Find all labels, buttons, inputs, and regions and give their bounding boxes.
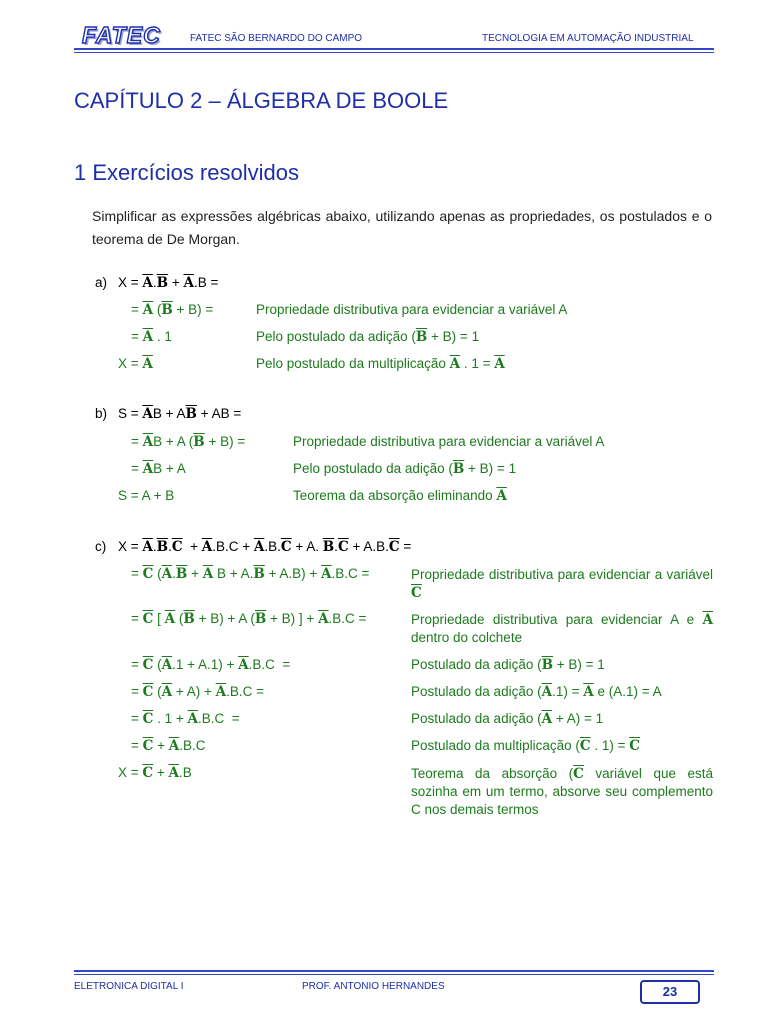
exercise-a-label: a) (95, 275, 108, 290)
exercise-b-step-2-expr: = $\overline{A}B + A$ (131, 461, 186, 477)
exercise-b-step-1-note: Propriedade distributiva para evidenciar a variável A (293, 434, 605, 449)
header-institution: FATEC SÃO BERNARDO DO CAMPO (190, 33, 363, 44)
exercise-c-step-6-expr: = $\overline{C} + \overline{A}.B.C$ (131, 738, 206, 754)
exercise-a-step-1-note: Propriedade distributiva para evidenciar a variável A (256, 302, 568, 317)
exercise-c-step-7-note: Teorema da absorção ($\overline{C}$ variável que está sozinha em um termo, absorve seu complemento C nos demais termos (411, 766, 714, 817)
exercise-a-step-1-expr: = $\overline{A}$ $(\overline{B} + B)$ = (131, 302, 214, 318)
exercise-c-step-5-note: Postulado da adição $(\overline{A} + A) = 1$ (411, 711, 604, 727)
exercise-c-step-1-note: Propriedade distributiva para evidenciar a variável $\overline{C}$ (411, 567, 713, 601)
footer-rule (74, 970, 714, 972)
chapter-title: CAPÍTULO 2 – ÁLGEBRA DE BOOLE (74, 88, 449, 113)
exercise-c-step-7-expr: $X = \overline{C} + \overline{A}.B$ (118, 765, 192, 781)
exercise-b-step-3-expr: S = A + B (118, 488, 175, 503)
exercise-a-step-3-expr: $X = \overline{A}$ (118, 356, 153, 372)
exercise-a-step-3-note: Pelo postulado da multiplicação $\overline{A}$ . $1 = \overline{A}$ (256, 356, 505, 372)
exercise-c-step-3-expr: = $\overline{C}$ $(\overline{A}.1 + A.1) + \overline{A}.B.C$ = (131, 657, 291, 673)
exercise-c-step-1-expr: = $\overline{C}$ ($\overline{A}.\overline{B} + \overline{A}$ $B + A.\overline{B} + A.B) + \overline{A}.B.C$ = (131, 566, 370, 582)
exercise-c-step-6-note: Postulado da multiplicação ($\overline{C}$ . $1) = \overline{C}$ (411, 738, 640, 754)
exercise-a-step-2-expr: = $\overline{A}$ . 1 (131, 329, 172, 345)
header-rule-thin (74, 52, 714, 53)
header-course: TECNOLOGIA EM AUTOMAÇÃO INDUSTRIAL (482, 33, 694, 44)
page-number: 23 (640, 980, 700, 1004)
exercise-c-step-2-expr: = $\overline{C}$ [ $\overline{A}$ $(\overline{B} + B) + A$ $(\overline{B} + B)$ ] + $\overline{A}.B.C$ = (131, 611, 367, 627)
exercise-b-step-1-expr: = $\overline{A}B + A$ $(\overline{B} + B)$ = (131, 434, 246, 450)
exercise-c-step-3-note: Postulado da adição $(\overline{B} + B) = 1$ (411, 657, 605, 673)
exercise-a-step-2-note: Pelo postulado da adição $(\overline{B} + B) = 1$ (256, 329, 480, 345)
fatec-logo: FATEC (82, 22, 161, 48)
exercise-c-step-4-note: Postulado da adição $(\overline{A}.1) = \overline{A}$ e (A.1) = A (411, 684, 662, 700)
exercise-b-label: b) (95, 406, 108, 421)
exercise-c-step-2-note: Propriedade distributiva para evidenciar A e $\overline{A}$ dentro do colchete (411, 612, 713, 645)
exercise-c-expression: $X = \overline{A}.\overline{B}.\overline{C} + \overline{A}.B.C + \overline{A}.B.\overline{C} + A$. $\overline{B}.\overline{C} + A.B.\overline{C}$ = (118, 539, 412, 555)
exercise-c-step-5-expr: = $\overline{C}$ . $1 + \overline{A}.B.C$ = (131, 711, 240, 727)
footer-professor: PROF. ANTONIO HERNANDES (302, 981, 445, 992)
exercise-a-expression: $X = \overline{A}.\overline{B} + \overline{A}.B$ = (118, 275, 219, 291)
footer-course: ELETRONICA DIGITAL I (74, 981, 184, 992)
exercise-b-expression: $S = \overline{A}B + A\overline{B}$ + AB = (118, 406, 242, 422)
section-title: 1 Exercícios resolvidos (74, 160, 299, 185)
exercise-c-label: c) (95, 539, 107, 554)
exercise-b-step-2-note: Pelo postulado da adição $(\overline{B} + B) = 1$ (293, 461, 517, 477)
exercise-c-step-4-expr: = $\overline{C}$ $(\overline{A} + A) + \overline{A}.B.C$ = (131, 684, 265, 700)
header-rule (74, 48, 714, 50)
footer-rule-thin (74, 974, 714, 975)
intro-paragraph: Simplificar as expressões algébricas abaixo, utilizando apenas as propriedades, os postulados e o teorema de De Morgan. (92, 208, 712, 247)
exercise-b-step-3-note: Teorema da absorção eliminando $\overline{A}$ (293, 488, 507, 504)
